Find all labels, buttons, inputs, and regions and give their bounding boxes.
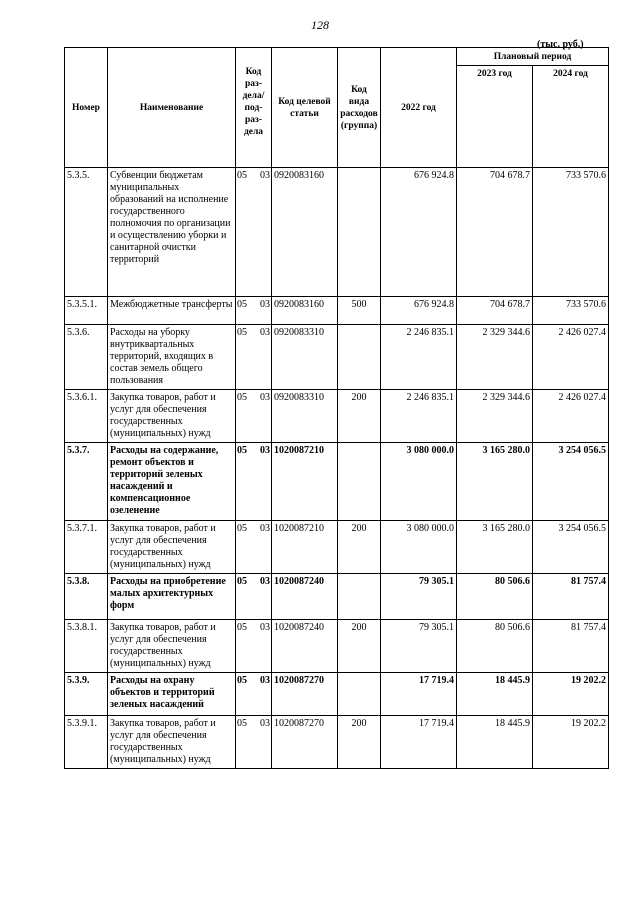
row-razdel — [236, 574, 272, 620]
row-vid: 500 — [338, 297, 381, 325]
row-razdel — [236, 673, 272, 716]
table-row — [65, 716, 609, 769]
row-section: 05 — [237, 327, 247, 338]
row-celevaya: 0920083160 — [272, 168, 338, 297]
table-row — [65, 443, 609, 521]
row-razdel — [236, 390, 272, 443]
row-2023: 2 329 344.6 — [457, 325, 533, 390]
row-subsection: 03 — [260, 327, 270, 338]
row-celevaya: 0920083310 — [272, 325, 338, 390]
row-2024: 19 202.2 — [533, 673, 609, 716]
row-razdel — [236, 716, 272, 769]
header-name: Наименование — [108, 48, 236, 168]
row-vid: 200 — [338, 716, 381, 769]
row-vid — [338, 673, 381, 716]
table-row — [65, 521, 609, 574]
header-2022: 2022 год — [381, 48, 457, 168]
row-2022: 79 305.1 — [381, 620, 457, 673]
row-celevaya: 1020087210 — [272, 443, 338, 521]
row-vid: 200 — [338, 390, 381, 443]
row-number: 5.3.8. — [65, 574, 108, 620]
row-2022: 79 305.1 — [381, 574, 457, 620]
row-section: 05 — [237, 576, 247, 587]
row-celevaya: 1020087240 — [272, 620, 338, 673]
row-2024: 19 202.2 — [533, 716, 609, 769]
row-subsection: 03 — [260, 445, 270, 456]
header-2023: 2023 год — [457, 66, 533, 168]
row-number: 5.3.7. — [65, 443, 108, 521]
row-razdel — [236, 521, 272, 574]
row-vid: 200 — [338, 620, 381, 673]
row-name: Закупка товаров, работ и услуг для обеспечения государственных (муниципальных) нужд — [108, 521, 236, 574]
row-name: Закупка товаров, работ и услуг для обеспечения государственных (муниципальных) нужд — [108, 390, 236, 443]
row-2022: 2 246 835.1 — [381, 325, 457, 390]
table-row — [65, 390, 609, 443]
row-2022: 2 246 835.1 — [381, 390, 457, 443]
units-label: (тыс. руб.) — [537, 39, 584, 50]
row-celevaya: 1020087240 — [272, 574, 338, 620]
row-name: Расходы на уборку внутриквартальных территорий, входящих в состав земель общего пользования — [108, 325, 236, 390]
header-nomer: Номер — [65, 48, 108, 168]
row-vid — [338, 443, 381, 521]
row-2024: 733 570.6 — [533, 168, 609, 297]
row-name: Закупка товаров, работ и услуг для обеспечения государственных (муниципальных) нужд — [108, 620, 236, 673]
header-2024: 2024 год — [533, 66, 609, 168]
row-2022: 3 080 000.0 — [381, 521, 457, 574]
row-2022: 676 924.8 — [381, 168, 457, 297]
row-name: Закупка товаров, работ и услуг для обеспечения государственных (муниципальных) нужд — [108, 716, 236, 769]
table-row — [65, 168, 609, 297]
row-name: Субвенции бюджетам муниципальных образований на исполнение государственного полномочия по организации и осуществлению уборки и санитарной очистки территорий — [108, 168, 236, 297]
row-celevaya: 1020087270 — [272, 673, 338, 716]
row-subsection: 03 — [260, 523, 270, 534]
page-number: 128 — [311, 18, 329, 32]
row-section: 05 — [237, 523, 247, 534]
row-vid — [338, 574, 381, 620]
row-name: Расходы на приобретение малых архитектурных форм — [108, 574, 236, 620]
row-celevaya: 1020087270 — [272, 716, 338, 769]
row-subsection: 03 — [260, 675, 270, 686]
row-number: 5.3.9. — [65, 673, 108, 716]
row-2023: 704 678.7 — [457, 168, 533, 297]
row-vid — [338, 325, 381, 390]
budget-table — [64, 47, 609, 769]
row-section: 05 — [237, 299, 247, 310]
row-section: 05 — [237, 718, 247, 729]
header-vid: Код вида расходов (группа) — [338, 48, 381, 168]
row-name: Расходы на охрану объектов и территорий зеленых насаждений — [108, 673, 236, 716]
row-2024: 81 757.4 — [533, 574, 609, 620]
row-2023: 704 678.7 — [457, 297, 533, 325]
row-2022: 17 719.4 — [381, 716, 457, 769]
row-2024: 733 570.6 — [533, 297, 609, 325]
table-row — [65, 620, 609, 673]
row-number: 5.3.9.1. — [65, 716, 108, 769]
header-razdel: Код раз-дела/ под-раз-дела — [236, 48, 272, 168]
row-2024: 2 426 027.4 — [533, 325, 609, 390]
row-number: 5.3.5. — [65, 168, 108, 297]
row-2022: 676 924.8 — [381, 297, 457, 325]
row-2024: 3 254 056.5 — [533, 443, 609, 521]
table-row — [65, 673, 609, 716]
row-section: 05 — [237, 622, 247, 633]
row-razdel — [236, 297, 272, 325]
row-section: 05 — [237, 445, 247, 456]
row-vid — [338, 168, 381, 297]
row-section: 05 — [237, 675, 247, 686]
row-razdel — [236, 168, 272, 297]
row-subsection: 03 — [260, 622, 270, 633]
row-number: 5.3.7.1. — [65, 521, 108, 574]
row-2023: 80 506.6 — [457, 620, 533, 673]
row-subsection: 03 — [260, 576, 270, 587]
row-2023: 2 329 344.6 — [457, 390, 533, 443]
row-subsection: 03 — [260, 299, 270, 310]
row-2024: 2 426 027.4 — [533, 390, 609, 443]
row-razdel — [236, 620, 272, 673]
header-plan: Плановый период — [457, 48, 609, 66]
table-row — [65, 574, 609, 620]
row-number: 5.3.8.1. — [65, 620, 108, 673]
row-name: Расходы на содержание, ремонт объектов и территорий зеленых насаждений и компенсационное озеленение — [108, 443, 236, 521]
row-razdel — [236, 443, 272, 521]
row-number: 5.3.6. — [65, 325, 108, 390]
row-subsection: 03 — [260, 170, 270, 181]
row-number: 5.3.6.1. — [65, 390, 108, 443]
row-section: 05 — [237, 392, 247, 403]
row-2023: 18 445.9 — [457, 673, 533, 716]
row-2023: 80 506.6 — [457, 574, 533, 620]
table-row — [65, 297, 609, 325]
row-section: 05 — [237, 170, 247, 181]
row-vid: 200 — [338, 521, 381, 574]
row-name: Межбюджетные трансферты — [108, 297, 236, 325]
row-celevaya: 0920083310 — [272, 390, 338, 443]
row-number: 5.3.5.1. — [65, 297, 108, 325]
header-celevaya: Код целевой статьи — [272, 48, 338, 168]
row-2023: 18 445.9 — [457, 716, 533, 769]
row-2023: 3 165 280.0 — [457, 521, 533, 574]
row-2022: 3 080 000.0 — [381, 443, 457, 521]
row-razdel — [236, 325, 272, 390]
row-2024: 3 254 056.5 — [533, 521, 609, 574]
row-2022: 17 719.4 — [381, 673, 457, 716]
row-subsection: 03 — [260, 392, 270, 403]
row-2024: 81 757.4 — [533, 620, 609, 673]
row-subsection: 03 — [260, 718, 270, 729]
row-celevaya: 1020087210 — [272, 521, 338, 574]
table-row — [65, 325, 609, 390]
row-celevaya: 0920083160 — [272, 297, 338, 325]
row-2023: 3 165 280.0 — [457, 443, 533, 521]
